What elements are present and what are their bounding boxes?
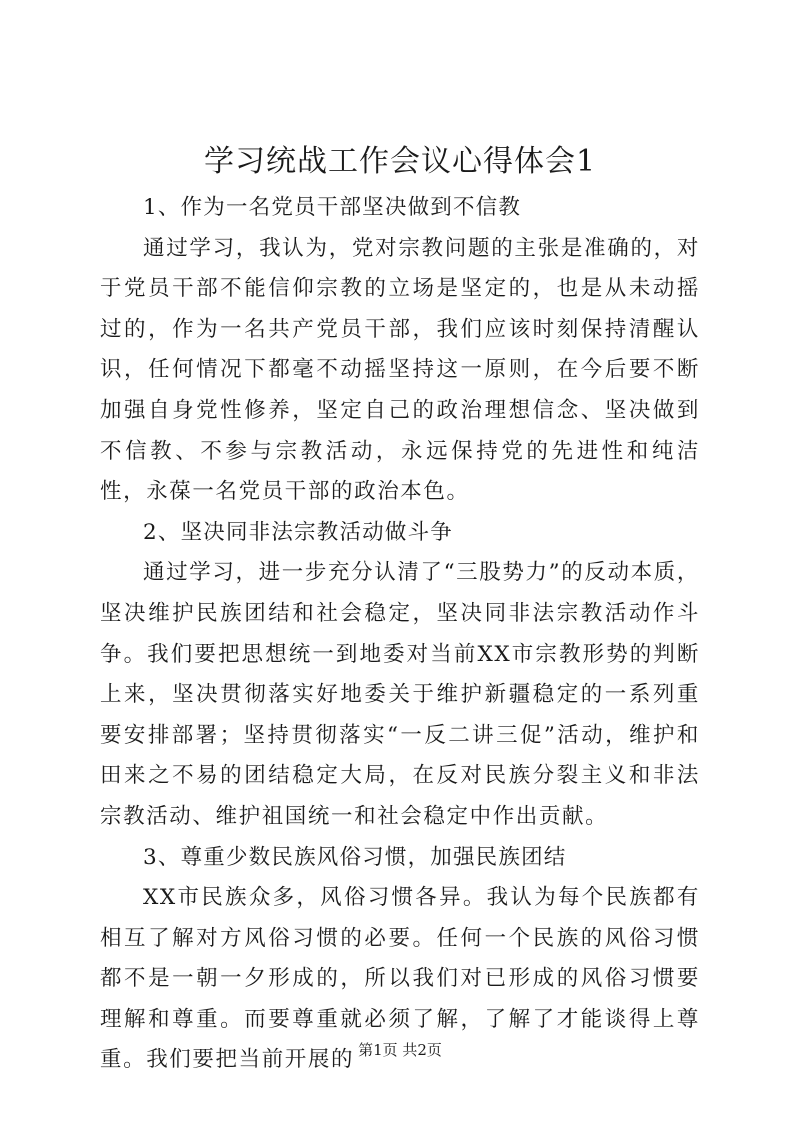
document-title: 学习统战工作会议心得体会1 <box>203 144 597 179</box>
section-heading-1: 1、作为一名党员干部坚决做到不信教 <box>143 195 522 220</box>
paragraph-1: 通过学习，我认为，党对宗教问题的主张是准确的，对于党员干部不能信仰宗教的立场是坚定的，也是从未动摇过的，作为一名共产党员干部，我们应该时刻保持清醒认识，任何情况下都毫不动摇坚持这一原则，在今后要不断加强自身党性修养，坚定自己的政治理想信念、坚决做到不信教、不参与宗教活动，永远保持党的先进性和纯洁性，永葆一名党员干部的政治本色。 <box>100 235 700 505</box>
document-body <box>100 188 700 1081</box>
section-heading-3: 3、尊重少数民族风俗习惯，加强民族团结 <box>143 844 567 870</box>
page-number-footer: 第1页 共2页 <box>358 1041 442 1059</box>
section-heading-2: 2、坚决同非法宗教活动做斗争 <box>143 519 453 545</box>
paragraph-3: XX市民族众多，风俗习惯各异。我认为每个民族都有相互了解对方风俗习惯的必要。任何一个民族的风俗习惯都不是一朝一夕形成的，所以我们对已形成的风俗习惯要理解和尊重。而要尊重就必须了解，了解了才能谈得上尊重。我们要把当前开展的 <box>100 885 700 1073</box>
paragraph-2: 通过学习，进一步充分认清了“三股势力”的反动本质，坚决维护民族团结和社会稳定，坚决同非法宗教活动作斗争。我们要把思想统一到地委对当前XX市宗教形势的判断上来，坚决贯彻落实好地委关于维护新疆稳定的一系列重要安排部署；坚持贯彻落实“一反二讲三促”活动，维护和田来之不易的团结稳定大局，在反对民族分裂主义和非法宗教活动、维护祖国统一和社会稳定中作出贡献。 <box>100 560 700 829</box>
